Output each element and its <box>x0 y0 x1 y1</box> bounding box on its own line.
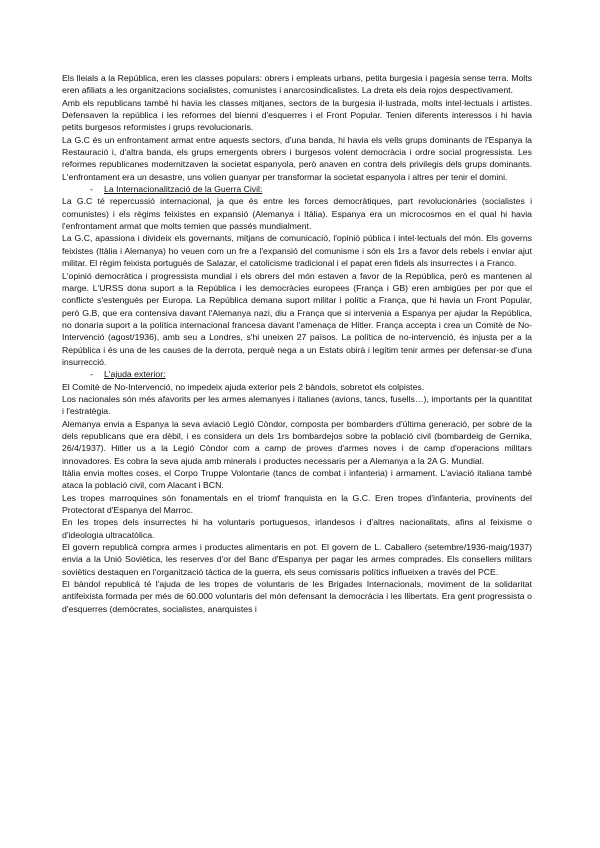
paragraph: Les tropes marroquines són fonamentals en el triomf franquista en la G.C. Eren tropes d'infanteria, provinents del Protectorat d'Espanya del Marroc. <box>62 492 532 516</box>
paragraph: Amb els republicans també hi havia les classes mitjanes, sectors de la burgesia il·lustrada, molts intel·lectuals i artistes. Defensaven la república i les reformes del bienni d'esquerres i el Front Popular. Tenien diferents interessos i hi havia petits burgesos reformistes i grups revolucionaris. <box>62 97 532 133</box>
section-heading-internationalization <box>62 183 532 195</box>
section-heading-foreign-aid <box>62 368 532 380</box>
paragraph: L'opinió democràtica i progressista mundial i els obrers del món estaven a favor de la República, però es mantenen al marge. L'URSS dona suport a la República i les democràcies europees (França i GB) eren ambigües per por que el conflicte s'estengués per Europa. La República demana suport militar i polític a França, que hi havia un Front Popular, però G.B, que era contensiva davant l'Alemanya nazi, diu a França que si intervenia a Espanya per ajudar la República, no donaria suport a la política internacional francesa davant l'amenaça de Hitler. França accepta i crea un Comitè de No-Intervenció (agost/1936), amb seu a Londres, s'hi uneixen 27 països. La política de no-intervenció, és injusta per a la República i és una de les causes de la derrota, perquè nega a un Estats obirà i legítim tenir armes per defensar-se d'una insurrecció. <box>62 270 532 367</box>
section-title: La Internacionalització de la Guerra Civil: <box>104 184 263 195</box>
paragraph: Alemanya envia a Espanya la seva aviació Legió Còndor, composta per bombarders d'última generació, per sobre de la dels republicans que era dèbil, i es considera un dels 1rs bombardejos sobre la població civil (bombardeig de Gernika, 26/4/1937). Hitler us a la Legió Còndor com a camp de proves d'armes noves i de camp d'operacions militars innovadores. Es cobra la seva ajuda amb minerals i productes necessaris per a Alemanya a la 2A G. Mundial. <box>62 418 532 466</box>
bullet-dash: - <box>90 369 93 380</box>
paragraph: La G.C, apassiona i divideix els governants, mitjans de comunicació, l'opinió pública i intel·lectuals del món. Els governs feixistes (Itàlia i Alemanya) ho veuen com un fre a l'expansió del comunisme i són els 1rs a favor dels rebels i enviar ajut militar. El règim feixista portuguès de Salazar, el catolicisme tradicional i el papat eren fidels als insurrectes i a Franco. <box>62 233 532 269</box>
paragraph: Itàlia envia moltes coses, el Corpo Truppe Volontarie (tancs de combat i infanteria) i armament. L'aviació italiana també ataca la població civil, com Alacant i BCN. <box>62 468 532 491</box>
paragraph: El bàndol republicà té l'ajuda de les tropes de voluntaris de les Brigades Internacionals, moviment de la solidaritat antifeixista formada per més de 60.000 voluntaris del món defensant la democràcia i les llibertats. Era gent progressista o d'esquerres (demòcrates, socialistes, anarquistes i <box>62 579 532 614</box>
paragraph: La G.C és un enfrontament armat entre aquests sectors, d'una banda, hi havia els vells grups dominants de l'Espanya la Restauració i, d'altra banda, els grups emergents obrers i burgesos volent democràcia i ordre social progressista. Les reformes republicanes modernitzaven la societat espanyola, però anaven en contra dels privilegis dels grups dominants. L'enfrontament era un desastre, uns volien guanyar per transformar la societat espanyola i altres per tenir el domini. <box>62 134 532 182</box>
document-page <box>62 72 532 615</box>
paragraph: El Comitè de No-Intervenció, no impedeix ajuda exterior pels 2 bàndols, sobretot els colpistes. <box>62 381 425 392</box>
paragraph: La G.C té repercussió internacional, ja que és entre les forces democràtiques, part revolucionàries (socialistes i comunistes) i els règims feixistes en expansió (Alemanya i Itàlia). Espanya era un microcosmos en el qual hi havia l'enfrontament armat que molts temien que passés mundialment. <box>62 196 532 232</box>
paragraph: Els lleials a la República, eren les classes populars: obrers i empleats urbans, petita burgesia i pagesia sense terra. Molts eren afiliats a les organitzacions socialistes, comunistes i anarcosindicalistes. La dreta els deia rojos despectivament. <box>62 73 532 96</box>
section-title: L'ajuda exterior: <box>104 369 166 380</box>
paragraph: En les tropes dels insurrectes hi ha voluntaris portuguesos, irlandesos i d'altres nacionalitats, afins al feixisme o d'ideologia ultracatòlica. <box>62 517 532 540</box>
paragraph: Los nacionales són més afavorits per les armes alemanyes i italianes (avions, tancs, fusells…), importants per la quantitat i l'estratègia. <box>62 393 532 417</box>
paragraph: El govern republicà compra armes i productes alimentaris en pot. El govern de L. Caballero (setembre/1936-maig/1937) envia a la Unió Soviètica, les reserves d'or del Banc d'Espanya per pagar les armes comprades. Els consellers militars soviètics destaquen en l'organització tàctica de la guerra, els seus comissaris polítics influeixen a través del PCE. <box>62 542 532 577</box>
bullet-dash: - <box>90 184 93 195</box>
